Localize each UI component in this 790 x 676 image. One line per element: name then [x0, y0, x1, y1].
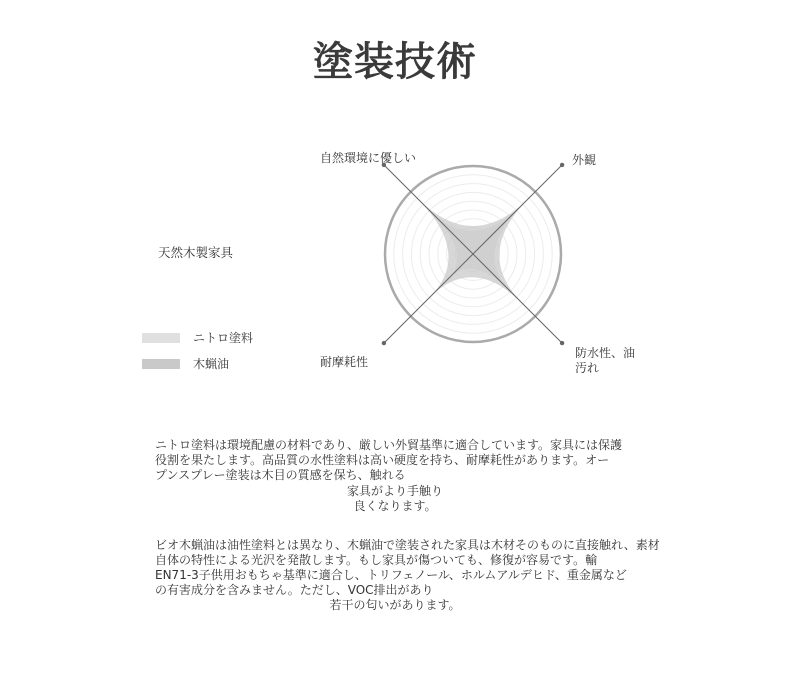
wax-oil-description — [155, 538, 715, 598]
nitro-description-tail — [0, 484, 790, 514]
radar-axis-end-dot — [560, 163, 564, 167]
nitro-line: 役割を果たします。高品質の水性塗料は高い硬度を持ち、耐摩耗性があります。オー — [155, 453, 610, 467]
nitro-line: プンスプレー塗装は木目の質感を保ち、触れる — [155, 468, 406, 482]
legend-item-nitro — [142, 329, 253, 346]
legend-label-nitro: ニトロ塗料 — [193, 331, 254, 345]
nitro-description — [155, 438, 635, 483]
radar-axis-end-dot — [560, 341, 564, 345]
legend-label-wax-oil: 木蝋油 — [193, 357, 230, 371]
wax-oil-description-tail: 若干の匂いがあります。 — [329, 598, 461, 612]
legend-swatch-nitro — [142, 333, 180, 343]
nitro-tail-line: 良くなります。 — [353, 499, 437, 513]
wax-oil-line: ビオ木蝋油は油性塗料とは異なり、木蝋油で塗装された家具は木材そのものに直接触れ、素材 — [155, 538, 660, 552]
radar-series — [417, 198, 529, 304]
axis-label-eco: 自然環境に優しい — [320, 151, 417, 165]
axis-label-appearance: 外観 — [572, 153, 597, 167]
axis-label-wear: 耐摩耗性 — [320, 355, 369, 369]
legend-swatch-wax-oil — [142, 359, 180, 369]
radar-axes — [382, 163, 565, 346]
axis-label-waterproof: 防水性、油汚れ — [575, 346, 636, 375]
nitro-tail-line: 家具がより手触り — [346, 484, 443, 498]
radar-axis-end-dot — [382, 341, 386, 345]
radar-series-area — [417, 198, 529, 304]
page-title: 塗装技術 — [313, 39, 477, 85]
legend-item-wax-oil — [142, 355, 229, 372]
wax-oil-line: 自体の特性による光沢を発散します。もし家具が傷ついても、修復が容易です。輸 — [155, 553, 598, 567]
nitro-line: ニトロ塗料は環境配慮の材料であり、厳しい外貿基準に適合しています。家具には保護 — [155, 438, 623, 452]
wax-oil-line: の有害成分を含みません。ただし、VOC排出があり — [155, 583, 434, 597]
wax-oil-line: EN71-3子供用おもちゃ基準に適合し、トリフェノール、ホルムアルデヒド、重金属など — [155, 568, 627, 582]
chart-title: 天然木製家具 — [158, 245, 234, 260]
